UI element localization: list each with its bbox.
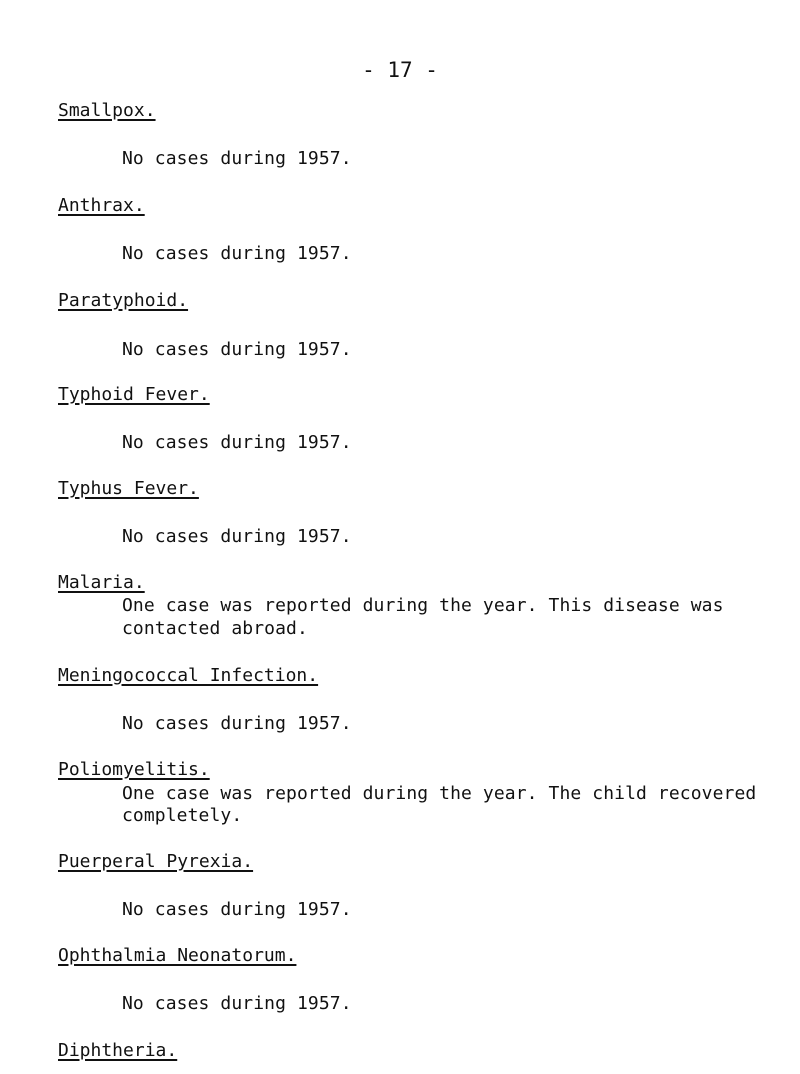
section-heading-puerperal-pyrexia: Puerperal Pyrexia. (58, 851, 254, 872)
section-heading-meningococcal-infection: Meningococcal Infection. (58, 665, 319, 686)
section-heading-typhoid-fever: Typhoid Fever. (58, 384, 210, 405)
section-text-paratyphoid: No cases during 1957. (122, 339, 352, 360)
section-text-poliomyelitis-line-1: One case was reported during the year. The child recovered (122, 783, 757, 804)
section-text-typhoid-fever: No cases during 1957. (122, 432, 352, 453)
section-heading-paratyphoid: Paratyphoid. (58, 290, 189, 311)
section-heading-diphtheria: Diphtheria. (58, 1040, 178, 1061)
section-heading-poliomyelitis: Poliomyelitis. (58, 759, 210, 780)
section-heading-typhus-fever: Typhus Fever. (58, 478, 199, 499)
section-text-smallpox: No cases during 1957. (122, 148, 352, 169)
section-text-malaria-line-2: contacted abroad. (122, 618, 308, 639)
section-heading-smallpox: Smallpox. (58, 100, 156, 121)
section-text-ophthalmia-neonatorum: No cases during 1957. (122, 993, 352, 1014)
section-text-puerperal-pyrexia: No cases during 1957. (122, 899, 352, 920)
section-text-poliomyelitis-line-2: completely. (122, 805, 243, 826)
section-text-meningococcal-infection: No cases during 1957. (122, 713, 352, 734)
section-heading-malaria: Malaria. (58, 572, 145, 593)
section-text-malaria-line-1: One case was reported during the year. This disease was (122, 595, 724, 616)
section-heading-ophthalmia-neonatorum: Ophthalmia Neonatorum. (58, 945, 297, 966)
page-number: - 17 - (362, 58, 438, 82)
section-text-anthrax: No cases during 1957. (122, 243, 352, 264)
section-heading-anthrax: Anthrax. (58, 195, 145, 216)
section-text-typhus-fever: No cases during 1957. (122, 526, 352, 547)
